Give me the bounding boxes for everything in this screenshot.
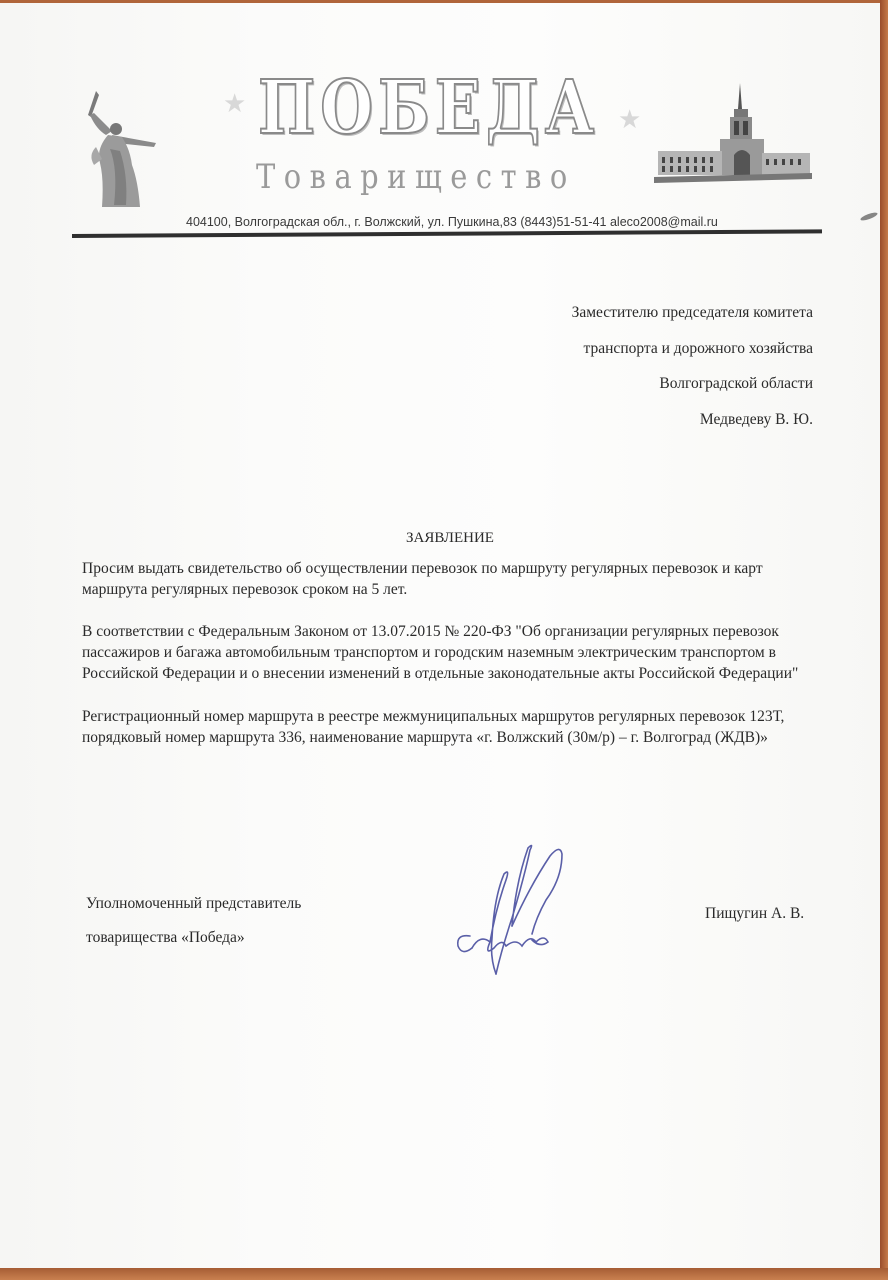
star-icon: ★ (618, 105, 642, 134)
signer-role-line: товарищества «Победа» (86, 929, 245, 946)
motherland-statue-icon (82, 89, 162, 211)
document-heading: ЗАЯВЛЕНИЕ (406, 530, 494, 546)
railway-station-icon (650, 79, 815, 187)
document-sheet (0, 3, 880, 1270)
background-edge-right (880, 0, 888, 1280)
handwritten-signature (450, 838, 590, 978)
addressee-line: Медведеву В. Ю. (699, 410, 813, 428)
paragraph-request: Просим выдать свидетельство об осуществлении перевозок по маршруту регулярных перевозок и карт маршрута регулярных перевозок сроком на 5 лет. (82, 560, 763, 598)
brand-subtitle: Товарищество (256, 157, 576, 197)
addressee-block (572, 295, 813, 437)
background-edge-bottom (0, 1268, 888, 1280)
star-icon: ★ (223, 89, 247, 118)
letterhead-address: 404100, Волгоградская обл., г. Волжский, ул. Пушкина,83 (8443)51-51-41 aleco2008@mail.ru (186, 215, 718, 229)
paragraph-law-reference: В соответствии с Федеральным Законом от 13.07.2015 № 220-ФЗ "Об организации регулярных перевозок пассажиров и багажа автомобильным транспортом и городским наземным электрическим транспортом в Российской Федерации и о внесении изменений в отдельные законодательные акты Российской Федерации" (82, 623, 799, 682)
signer-role (86, 887, 301, 955)
addressee-line: Заместителю председателя комитета (571, 304, 813, 321)
brand-title: ПОБЕДА (258, 65, 600, 151)
signer-name: Пищугин А. В. (705, 905, 805, 922)
ink-smudge (860, 211, 879, 222)
letterhead-divider (72, 229, 822, 238)
signer-role-line: Уполномоченный представитель (86, 895, 302, 912)
addressee-line: Волгоградской области (659, 375, 813, 392)
paragraph-route-details: Регистрационный номер маршрута в реестре межмуниципальных маршрутов регулярных перевозок 123Т, порядковый номер маршрута 336, наименование маршрута «г. Волжский (30м/р) – г. Волгоград (ЖДВ)» (82, 708, 785, 746)
addressee-line: транспорта и дорожного хозяйства (583, 339, 813, 357)
